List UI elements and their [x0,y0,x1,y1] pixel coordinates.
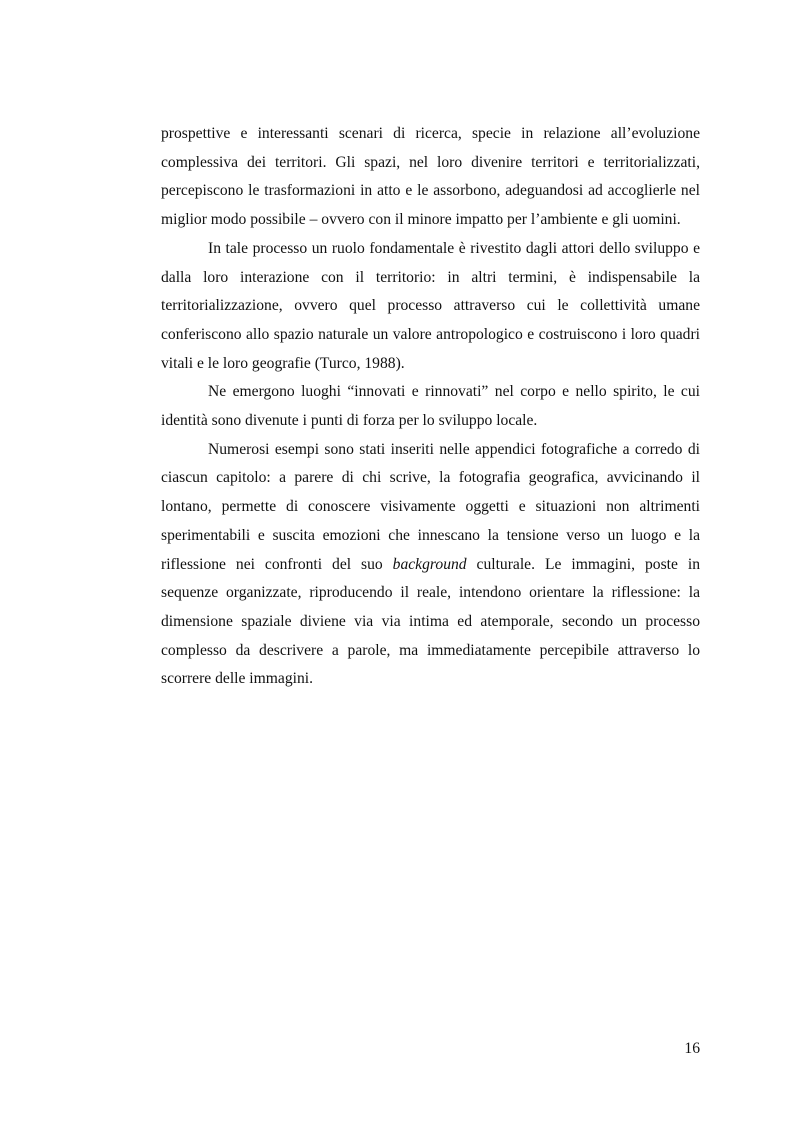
paragraph-4 [161,436,700,694]
paragraph-3-text: Ne emergono luoghi “innovati e rinnovati” nel corpo e nello spirito, le cui identità sono divenute i punti di forza per lo sviluppo locale. [161,383,700,430]
paragraph-1 [161,120,700,235]
paragraph-2 [161,235,700,379]
paragraph-1-text: prospettive e interessanti scenari di ricerca, specie in relazione all’evoluzione complessiva dei territori. Gli spazi, nel loro divenire territori e territorializzati, percepiscono le trasformazioni in atto e le assorbono, adeguandosi ad accoglierle nel miglior modo possibile – ovvero con il minore impatto per l’ambiente e gli uomini. [161,125,700,229]
paragraph-2-text: In tale processo un ruolo fondamentale è rivestito dagli attori dello sviluppo e dalla loro interazione con il territorio: in altri termini, è indispensabile la territorializzazione, ovvero quel processo attraverso cui le collettività umane conferiscono allo spazio naturale un valore antropologico e costruiscono i loro quadri vitali e le loro geografie (Turco, 1988). [161,239,700,372]
paragraph-4-italic-term: background [392,555,467,573]
paragraph-4-text-end: culturale. Le immagini, poste in sequenze organizzate, riproducendo il reale, intendono orientare la riflessione: la dimensione spaziale diviene via via intima ed atemporale, secondo un processo complesso da descrivere a parole, ma immediatamente percepibile attraverso lo scorrere delle immagini. [161,555,700,688]
paragraph-4-text-start: Numerosi esempi sono stati inseriti nelle appendici fotografiche a corredo di ciascun capitolo: a parere di chi scrive, la fotografia geografica, avvicinando il lontano, permette di conoscere visivamente oggetti e situazioni non altrimenti sperimentabili e suscita emozioni che innescano la tensione verso un luogo e la riflessione nei confronti del suo [161,440,700,573]
page-number: 16 [684,1040,700,1057]
body-text [161,120,700,694]
paragraph-3 [161,378,700,435]
